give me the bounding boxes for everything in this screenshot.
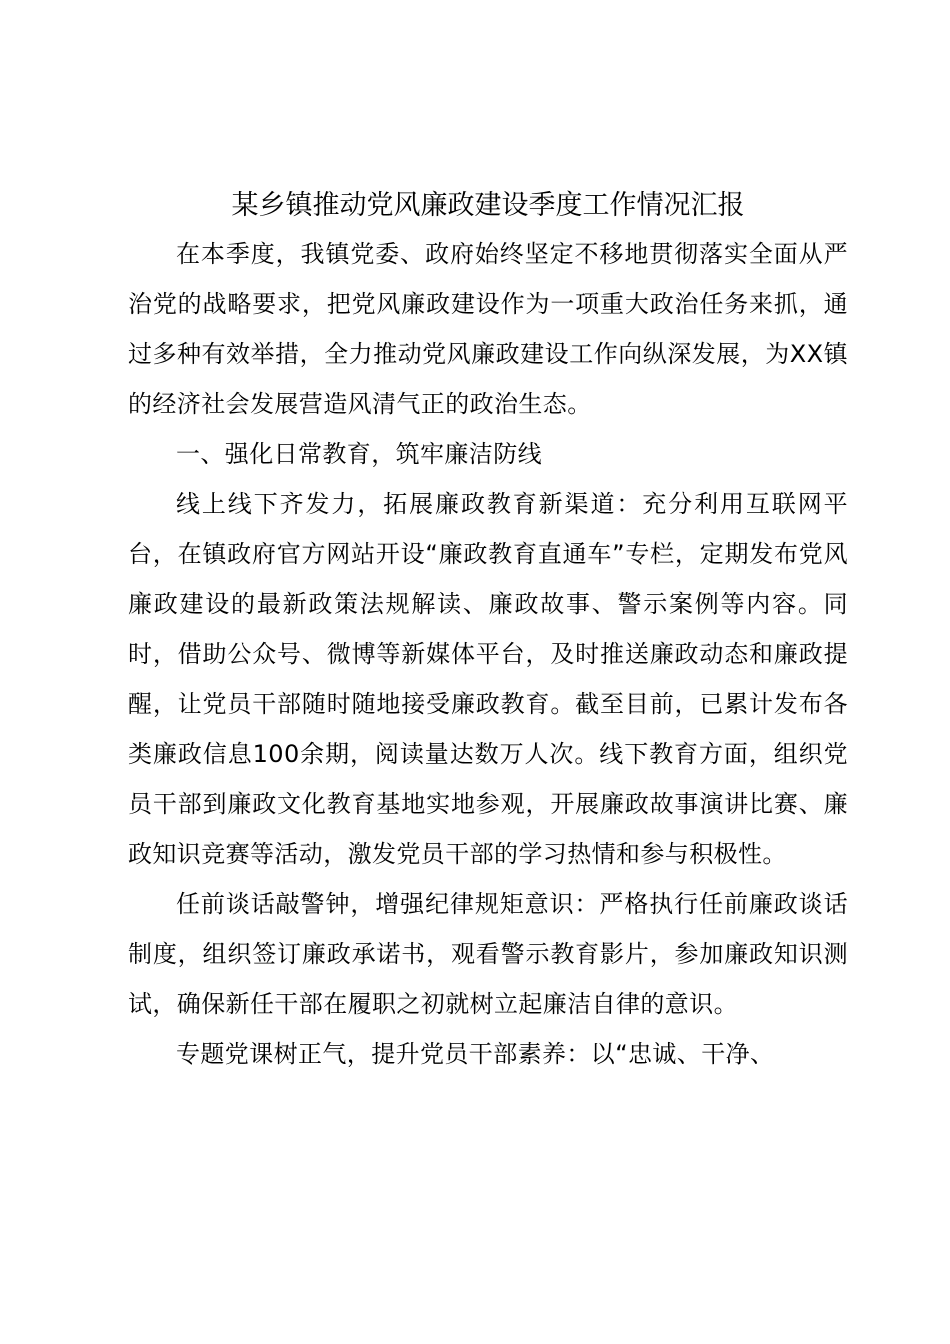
paragraph-pre-appointment-talk: 任前谈话敲警钟，增强纪律规矩意识：严格执行任前廉政谈话制度，组织签订廉政承诺书，观看警示教育影片，参加廉政知识测试，确保新任干部在履职之初就树立起廉洁自律的意识。 xyxy=(128,890,848,1018)
paragraph-online-offline-education: 线上线下齐发力，拓展廉政教育新渠道：充分利用互联网平台，在镇政府官方网站开设“廉政教育直通车”专栏，定期发布党风廉政建设的最新政策法规解读、廉政故事、警示案例等内容。同时，借助公众号、微博等新媒体平台，及时推送廉政动态和廉政提醒，让党员干部随时随地接受廉政教育。截至目前，已累计发布各类廉政信息100余期，阅读量达数万人次。线下教育方面，组织党员干部到廉政文化教育基地实地参观，开展廉政故事演讲比赛、廉政知识竞赛等活动，激发党员干部的学习热情和参与积极性。 xyxy=(128,490,848,868)
paragraph-special-party-lecture: 专题党课树正气，提升党员干部素养：以“忠诚、干净、 xyxy=(176,1040,775,1068)
document-title: 某乡镇推动党风廉政建设季度工作情况汇报 xyxy=(231,190,745,221)
intro-paragraph: 在本季度，我镇党委、政府始终坚定不移地贯彻落实全面从严治党的战略要求，把党风廉政建设作为一项重大政治任务来抓，通过多种有效举措，全力推动党风廉政建设工作向纵深发展，为XX镇的经济社会发展营造风清气正的政治生态。 xyxy=(128,240,848,418)
section-heading-1: 一、强化日常教育，筑牢廉洁防线 xyxy=(176,440,542,468)
document-body xyxy=(128,183,848,1079)
